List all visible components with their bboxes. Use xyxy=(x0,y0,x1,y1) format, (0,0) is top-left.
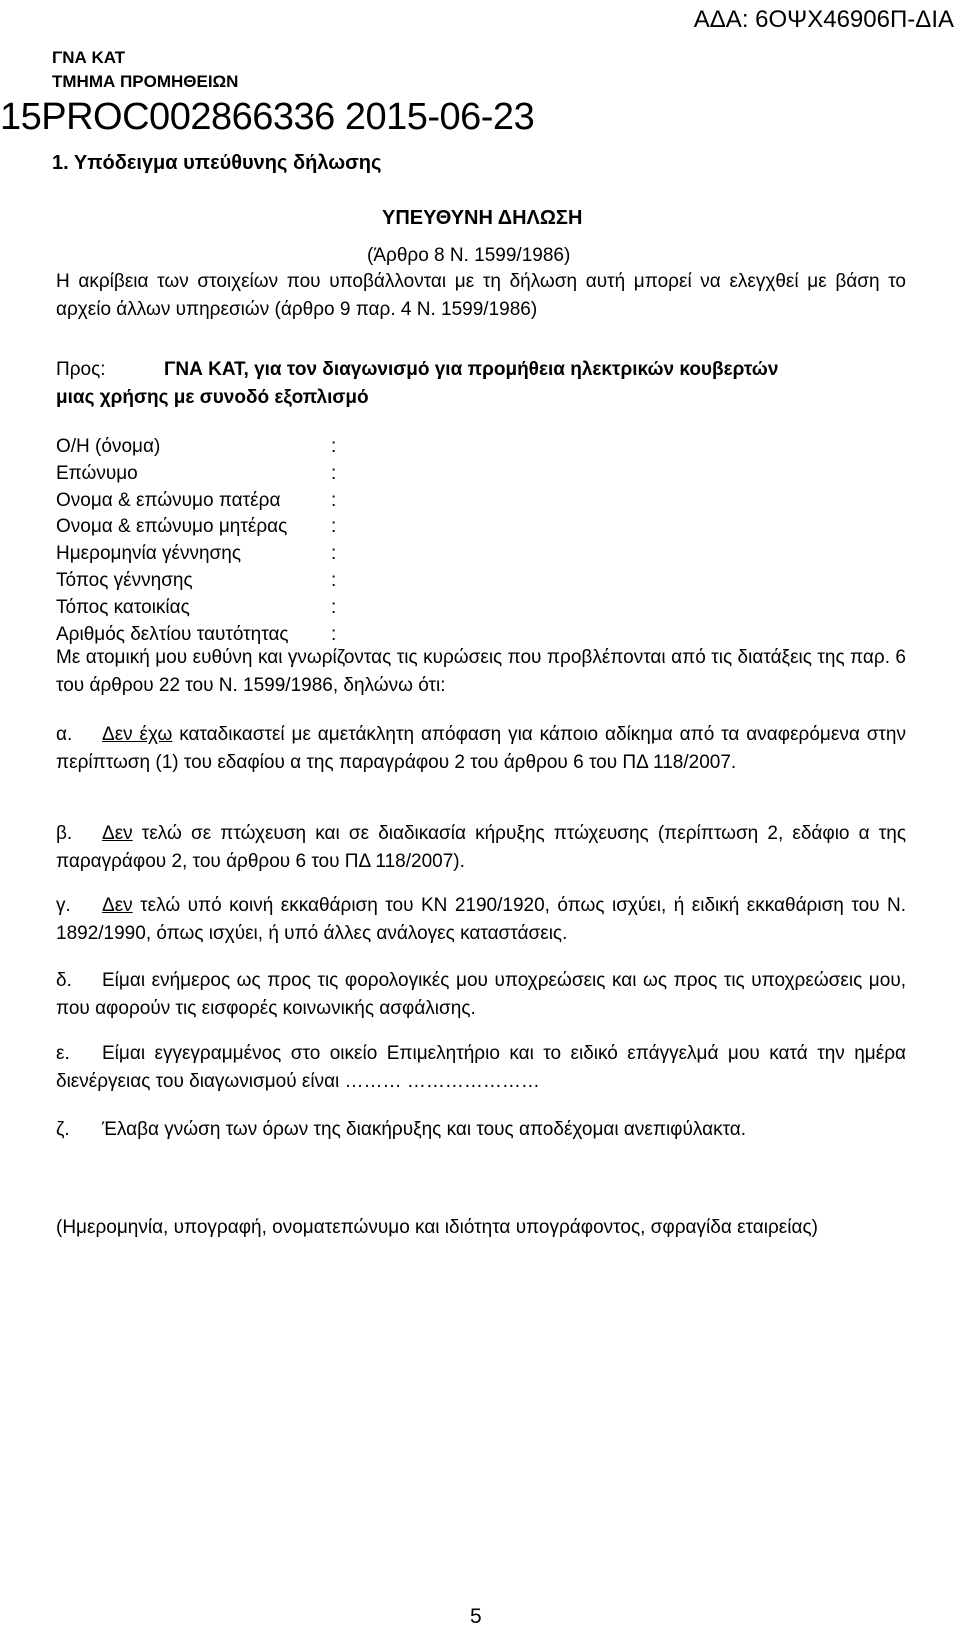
declaration-item xyxy=(56,1040,906,1096)
document-title: ΥΠΕΥΘΥΝΗ ΔΗΛΩΣΗ xyxy=(382,207,583,229)
declaration-item xyxy=(56,892,906,948)
form-field-row xyxy=(56,514,376,541)
item-text xyxy=(56,721,906,777)
declaration-item xyxy=(56,1116,906,1144)
item-letter: ζ. xyxy=(56,1119,70,1140)
item-body: Είμαι εγγεγραμμένος στο οικείο Επιμελητήριο και το ειδικό επάγγελμά μου κατά την ημέρα διενέργειας του διαγωνισμού είναι ……… ………………… xyxy=(56,1043,906,1092)
item-text xyxy=(56,820,906,876)
item-lead: Δεν έχω xyxy=(102,724,173,745)
declaration-item xyxy=(56,721,906,777)
field-colon: : xyxy=(331,516,337,538)
item-letter: β. xyxy=(56,823,73,844)
item-body: καταδικαστεί με αμετάκλητη απόφαση για κάποιο αδίκημα από τα αναφερόμενα στην περίπτωση (1) του εδαφίου α της παραγράφου 2 του άρθρου 6 του ΠΔ 118/2007. xyxy=(56,724,906,773)
item-body: Έλαβα γνώση των όρων της διακήρυξης και τους αποδέχομαι ανεπιφύλακτα. xyxy=(102,1119,747,1140)
signature-note: (Ημερομηνία, υπογραφή, ονοματεπώνυμο και ιδιότητα υπογράφοντος, σφραγίδα εταιρείας) xyxy=(56,1217,818,1238)
department-name: ΤΜΗΜΑ ΠΡΟΜΗΘΕΙΩΝ xyxy=(52,72,239,91)
item-body: τελώ υπό κοινή εκκαθάριση του ΚΝ 2190/1920, όπως ισχύει, ή ειδική εκκαθάριση του Ν. 1892/1990, όπως ισχύει, ή υπό άλλες ανάλογες καταστάσεις. xyxy=(56,895,906,944)
form-field-row xyxy=(56,488,376,515)
field-label: Αριθμός δελτίου ταυτότητας xyxy=(56,623,289,645)
item-text xyxy=(56,1040,906,1096)
field-colon: : xyxy=(331,436,337,457)
field-label: Ονομα & επώνυμο μητέρας xyxy=(56,516,288,538)
procurement-id: 15PROC002866336 2015-06-23 xyxy=(0,96,535,138)
field-colon: : xyxy=(331,489,337,511)
field-label: Ημερομηνία γέννησης xyxy=(56,543,241,565)
field-colon: : xyxy=(331,543,337,565)
field-label: Τόπος γέννησης xyxy=(56,569,193,591)
item-text xyxy=(56,967,906,1023)
form-field-row xyxy=(56,595,376,622)
field-colon: : xyxy=(331,596,337,618)
item-letter: γ. xyxy=(56,895,71,916)
item-body: Είμαι ενήμερος ως προς τις φορολογικές μου υποχρεώσεις και ως προς τις υποχρεώσεις μου, που αφορούν τις εισφορές κοινωνικής ασφάλισης. xyxy=(56,970,906,1019)
organization-name: ΓΝΑ ΚΑΤ xyxy=(52,48,126,67)
form-field-row xyxy=(56,434,376,461)
form-field-row xyxy=(56,541,376,568)
recipient-label: Προς: xyxy=(56,359,106,380)
item-text xyxy=(56,892,906,948)
recipient-text-line2: μιας χρήσης με συνοδό εξοπλισμό xyxy=(56,387,369,408)
item-body: τελώ σε πτώχευση και σε διαδικασία κήρυξης πτώχευσης (περίπτωση 2, εδάφιο α της παραγράφου 2, του άρθρου 6 του ΠΔ 118/2007). xyxy=(56,823,906,872)
ada-code: ΑΔΑ: 6ΟΨΧ46906Π-ΔΙΑ xyxy=(693,6,954,33)
declaration-item xyxy=(56,967,906,1023)
field-label: Ο/Η (όνομα) xyxy=(56,436,161,457)
personal-details-form xyxy=(56,434,376,648)
item-letter: ε. xyxy=(56,1043,70,1064)
item-lead: Δεν xyxy=(102,895,133,916)
field-label: Επώνυμο xyxy=(56,462,138,484)
field-label: Ονομα & επώνυμο πατέρα xyxy=(56,489,281,511)
item-lead: Δεν xyxy=(102,823,133,844)
field-colon: : xyxy=(331,569,337,591)
section-title: 1. Υπόδειγμα υπεύθυνης δήλωσης xyxy=(52,152,382,174)
item-text xyxy=(56,1116,906,1144)
item-letter: δ. xyxy=(56,970,72,991)
form-field-row xyxy=(56,568,376,595)
law-article-reference: (Άρθρο 8 Ν. 1599/1986) xyxy=(367,245,571,266)
declaration-item xyxy=(56,820,906,876)
field-colon: : xyxy=(331,623,337,645)
recipient-text-line1: ΓΝΑ ΚΑΤ, για τον διαγωνισμό για προμήθεια ηλεκτρικών κουβερτών xyxy=(164,359,779,380)
form-field-row xyxy=(56,461,376,488)
field-label: Τόπος κατοικίας xyxy=(56,596,190,618)
responsibility-statement: Με ατομική μου ευθύνη και γνωρίζοντας τις κυρώσεις που προβλέπονται από τις διατάξεις της παρ. 6 του άρθρου 22 του Ν. 1599/1986, δηλώνω ότι: xyxy=(56,647,906,696)
item-letter: α. xyxy=(56,724,73,745)
page-number: 5 xyxy=(470,1605,482,1628)
accuracy-note: Η ακρίβεια των στοιχείων που υποβάλλονται με τη δήλωση αυτή μπορεί να ελεγχθεί με βάση το αρχείο άλλων υπηρεσιών (άρθρο 9 παρ. 4 Ν. 1599/1986) xyxy=(56,271,906,320)
field-colon: : xyxy=(331,462,337,484)
